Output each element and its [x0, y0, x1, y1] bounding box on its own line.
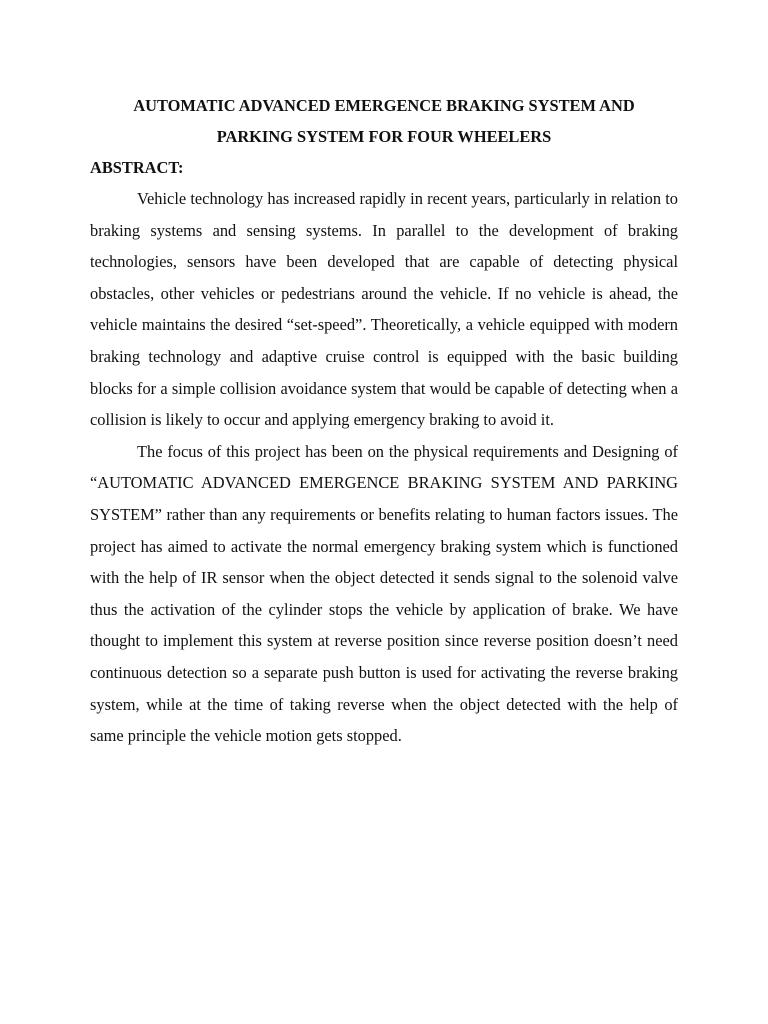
title-line-2: PARKING SYSTEM FOR FOUR WHEELERS	[216, 127, 552, 146]
document-title	[90, 90, 678, 152]
section-heading-abstract: ABSTRACT:	[90, 158, 184, 177]
title-line-1: AUTOMATIC ADVANCED EMERGENCE BRAKING SYSTEM AND	[133, 96, 635, 115]
document-body	[90, 90, 678, 752]
abstract-paragraph-1: Vehicle technology has increased rapidly in recent years, particularly in relation to braking systems and sensing systems. In parallel to the development of braking technologies, sensors have been developed that are capable of detecting physical obstacles, other vehicles or pedestrians around the vehicle. If no vehicle is ahead, the vehicle maintains the desired “set-speed”. Theoretically, a vehicle equipped with modern braking technology and adaptive cruise control is equipped with the basic building blocks for a simple collision avoidance system that would be capable of detecting when a collision is likely to occur and applying emergency braking to avoid it.	[90, 189, 678, 430]
abstract-paragraph-2: The focus of this project has been on the physical requirements and Designing of “AUTOMATIC ADVANCED EMERGENCE BRAKING SYSTEM AND PARKING SYSTEM” rather than any requirements or benefits relating to human factors issues. The project has aimed to activate the normal emergency braking system which is functioned with the help of IR sensor when the object detected it sends signal to the solenoid valve thus the activation of the cylinder stops the vehicle by application of brake. We have thought to implement this system at reverse position since reverse position doesn’t need continuous detection so a separate push button is used for activating the reverse braking system, while at the time of taking reverse when the object detected with the help of same principle the vehicle motion gets stopped.	[90, 441, 678, 746]
